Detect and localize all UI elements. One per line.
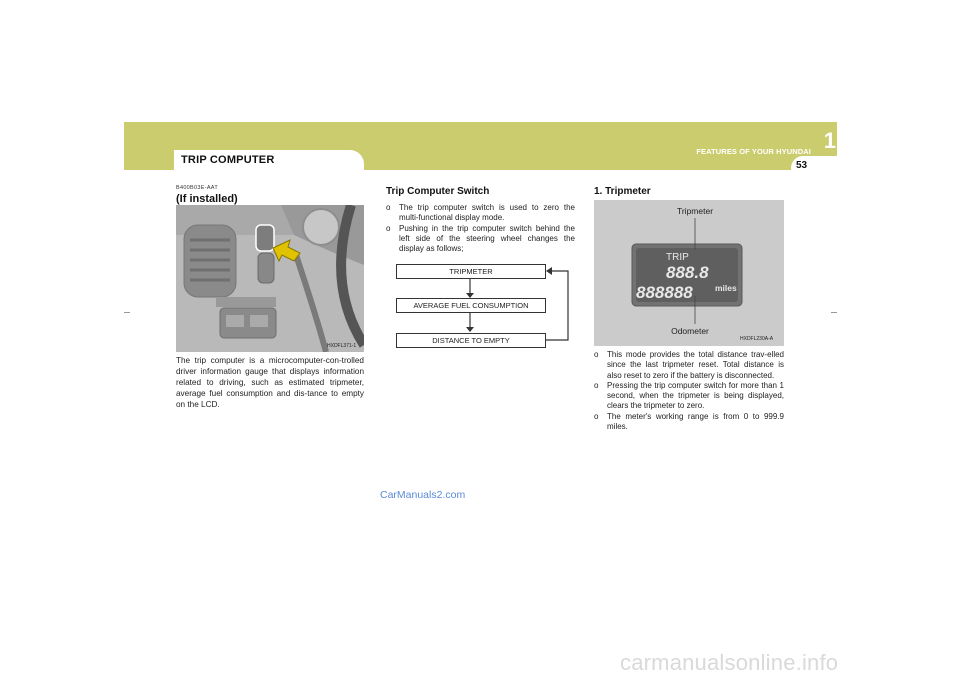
list-item bbox=[594, 412, 784, 433]
footer-brand: carmanualsonline.info bbox=[620, 650, 839, 675]
lcd-trip-digits: 888.8 bbox=[666, 263, 709, 282]
bullet-mark: o bbox=[594, 350, 599, 359]
bullet-mark: o bbox=[386, 223, 391, 233]
page-number: 53 bbox=[796, 160, 808, 171]
tripmeter-label: Tripmeter bbox=[676, 206, 714, 216]
tripmeter-list bbox=[594, 350, 784, 432]
list-item-text: Pressing the trip computer switch for more than 1 second, when the tripmeter is being displayed, clears the tripmeter to zero. bbox=[607, 380, 784, 411]
dashboard-illustration bbox=[176, 205, 364, 352]
switch-list bbox=[386, 203, 575, 254]
list-item-text: Pushing in the trip computer switch behind the left side of the steering wheel changes the display as follows; bbox=[399, 223, 575, 254]
photo-caption: HXDFL230A-A bbox=[740, 336, 774, 342]
flow-box-average-fuel: AVERAGE FUEL CONSUMPTION bbox=[396, 298, 546, 313]
list-item bbox=[594, 350, 784, 381]
margin-tick bbox=[124, 312, 130, 313]
watermark-link[interactable]: CarManuals2.com bbox=[380, 489, 466, 501]
flow-box-tripmeter: TRIPMETER bbox=[396, 264, 546, 279]
flow-arrowhead-2 bbox=[466, 327, 474, 332]
section-subtitle: (If installed) bbox=[176, 193, 238, 205]
trip-display-photo bbox=[594, 200, 784, 346]
chapter-label: FEATURES OF YOUR HYUNDAI bbox=[696, 147, 811, 156]
list-item-text: The meter's working range is from 0 to 999.9 miles. bbox=[607, 411, 784, 432]
tripmeter-heading: 1. Tripmeter bbox=[594, 186, 651, 197]
odometer-label: Odometer bbox=[671, 326, 709, 336]
bullet-mark: o bbox=[386, 203, 391, 212]
list-item-text: The trip computer switch is used to zero the multi-functional display mode. bbox=[399, 203, 575, 223]
list-item bbox=[386, 224, 575, 255]
bullet-mark: o bbox=[594, 380, 599, 390]
lcd-odometer-digits: 888888 bbox=[636, 283, 693, 302]
lcd-unit: miles bbox=[715, 283, 737, 293]
photo-caption: HXDFL371-1 bbox=[327, 343, 357, 349]
list-item-text: This mode provides the total distance trav-elled since the last tripmeter reset. Total distance is also reset to zero if the battery is disconnected. bbox=[607, 350, 784, 380]
lcd-trip-label: TRIP bbox=[666, 252, 689, 263]
flow-return-line bbox=[545, 271, 568, 340]
section-code: B400B03E-AAT bbox=[176, 185, 219, 191]
margin-tick bbox=[831, 312, 837, 313]
switch-heading: Trip Computer Switch bbox=[386, 186, 490, 197]
intro-paragraph: The trip computer is a microcomputer-con-trolled driver information gauge that displays information related to driving, such as estimated tripmeter, average fuel consumption and dis-tance to empty on the LCD. bbox=[176, 356, 364, 409]
chapter-number: 1 bbox=[823, 128, 836, 153]
bullet-mark: o bbox=[594, 411, 599, 421]
list-item bbox=[386, 203, 575, 224]
switch-location-photo bbox=[176, 205, 364, 352]
flow-box-distance-to-empty: DISTANCE TO EMPTY bbox=[396, 333, 546, 348]
flow-return-arrowhead bbox=[546, 267, 552, 275]
section-title: TRIP COMPUTER bbox=[181, 154, 275, 166]
list-item bbox=[594, 381, 784, 412]
lcd-illustration bbox=[594, 200, 784, 346]
